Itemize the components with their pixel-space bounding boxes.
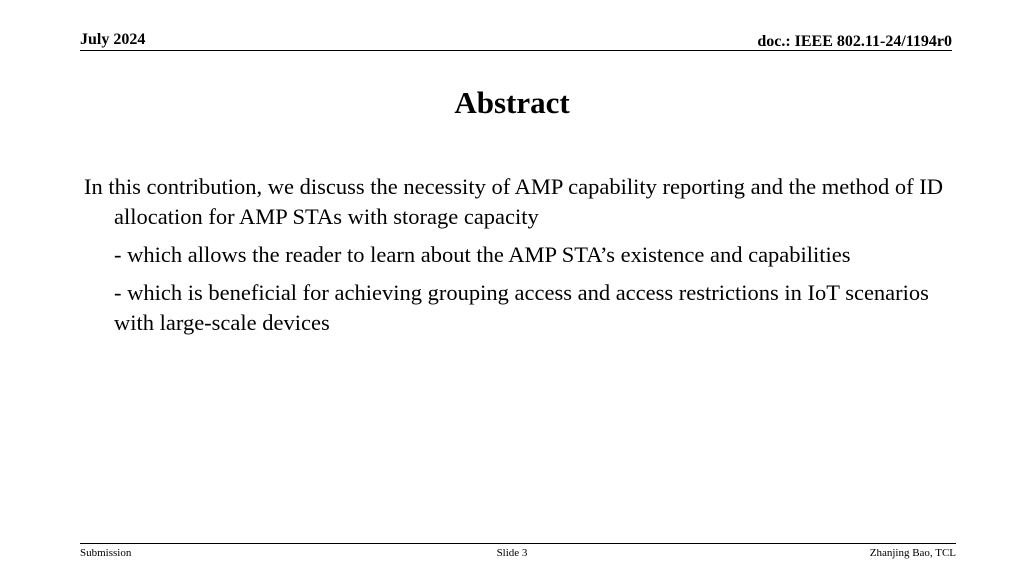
body-paragraph-intro: In this contribution, we discuss the necessity of AMP capability reporting and the method of ID allocation for AMP STAs with storage capacity [84, 174, 944, 229]
header-date: July 2024 [80, 31, 146, 48]
slide-title: Abstract [454, 85, 570, 120]
footer-slide-number: Slide 3 [496, 547, 528, 559]
body-paragraph-point-1: - which allows the reader to learn about the AMP STA’s existence and capabilities [114, 242, 851, 267]
slide-body [84, 172, 954, 346]
footer-author: Zhanjing Bao, TCL [869, 547, 956, 559]
footer-divider [80, 543, 956, 544]
header-doc-id: doc.: IEEE 802.11-24/1194r0 [757, 33, 952, 50]
footer-submission: Submission [80, 547, 132, 559]
header-divider [80, 50, 952, 51]
body-paragraph-point-2: - which is beneficial for achieving grouping access and access restrictions in IoT scenarios with large-scale devices [114, 280, 929, 335]
